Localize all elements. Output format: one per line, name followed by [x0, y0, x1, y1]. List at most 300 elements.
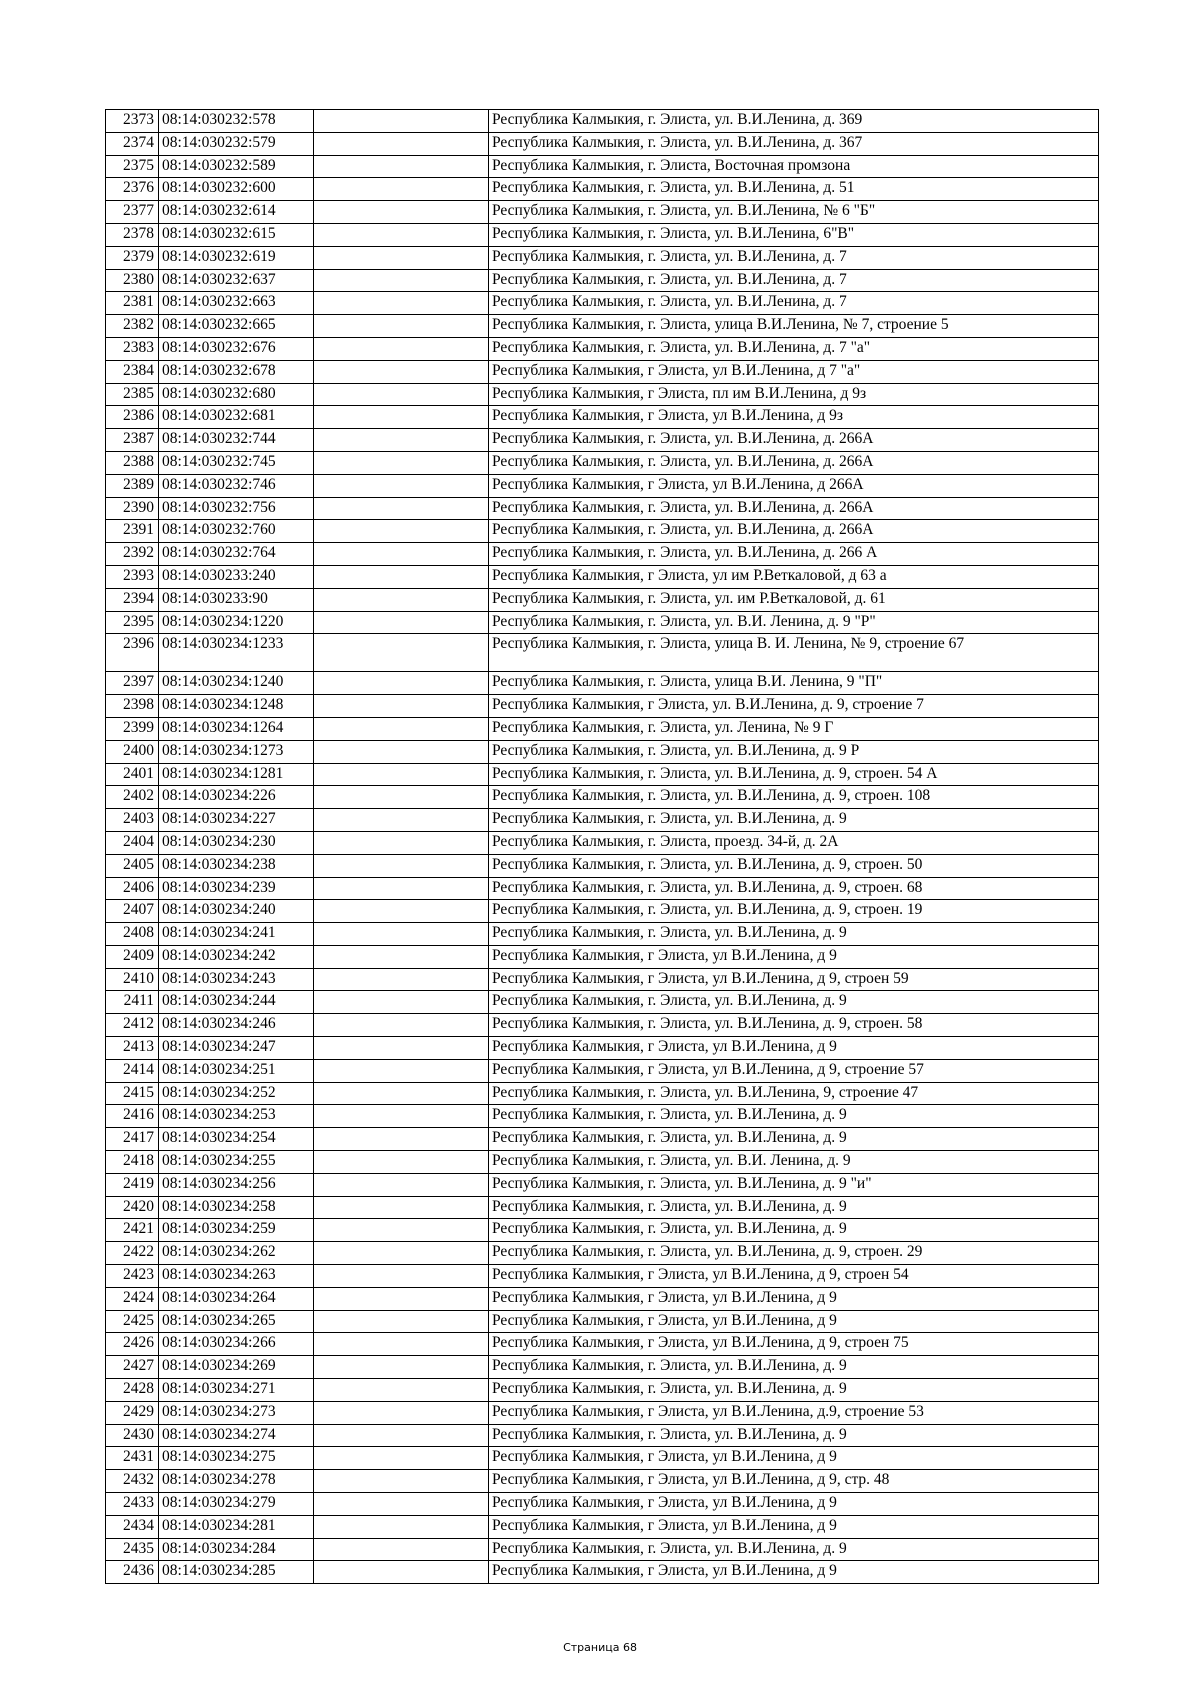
cadastral-number-cell: 08:14:030234:285 [159, 1561, 314, 1584]
table-row [106, 1310, 1099, 1333]
table-row [106, 497, 1099, 520]
cadastral-number-cell: 08:14:030234:227 [159, 809, 314, 832]
table-row [106, 1287, 1099, 1310]
table-row [106, 1173, 1099, 1196]
row-number-cell: 2394 [106, 588, 159, 611]
row-number-cell: 2397 [106, 672, 159, 695]
empty-cell [314, 543, 489, 566]
address-cell: Республика Калмыкия, г Элиста, ул им Р.Веткаловой, д 63 а [489, 565, 1099, 588]
empty-cell [314, 337, 489, 360]
cadastral-number-cell: 08:14:030232:637 [159, 269, 314, 292]
row-number-cell: 2378 [106, 223, 159, 246]
cadastral-number-cell: 08:14:030234:274 [159, 1424, 314, 1447]
address-cell: Республика Калмыкия, г. Элиста, ул. В.И.Ленина, д. 9, строен. 68 [489, 877, 1099, 900]
empty-cell [314, 429, 489, 452]
address-cell: Республика Калмыкия, г Элиста, ул В.И.Ленина, д 7 "а" [489, 360, 1099, 383]
address-cell: Республика Калмыкия, г Элиста, ул В.И.Ленина, д 9 [489, 1287, 1099, 1310]
table-row [106, 383, 1099, 406]
row-number-cell: 2375 [106, 155, 159, 178]
table-row [106, 1470, 1099, 1493]
empty-cell [314, 877, 489, 900]
cadastral-number-cell: 08:14:030234:254 [159, 1128, 314, 1151]
cadastral-number-cell: 08:14:030232:589 [159, 155, 314, 178]
cadastral-number-cell: 08:14:030234:253 [159, 1105, 314, 1128]
row-number-cell: 2419 [106, 1173, 159, 1196]
table-row [106, 1082, 1099, 1105]
row-number-cell: 2413 [106, 1037, 159, 1060]
cadastral-number-cell: 08:14:030234:271 [159, 1379, 314, 1402]
address-cell: Республика Калмыкия, г. Элиста, ул. В.И.Ленина, д. 9 [489, 1424, 1099, 1447]
row-number-cell: 2382 [106, 315, 159, 338]
empty-cell [314, 740, 489, 763]
address-cell: Республика Калмыкия, г. Элиста, улица В.И. Ленина, 9 "П" [489, 672, 1099, 695]
table-row [106, 246, 1099, 269]
cadastral-number-cell: 08:14:030233:240 [159, 565, 314, 588]
cadastral-number-cell: 08:14:030234:246 [159, 1014, 314, 1037]
row-number-cell: 2404 [106, 831, 159, 854]
empty-cell [314, 292, 489, 315]
cadastral-number-cell: 08:14:030234:1273 [159, 740, 314, 763]
row-number-cell: 2400 [106, 740, 159, 763]
empty-cell [314, 1470, 489, 1493]
address-cell: Республика Калмыкия, г. Элиста, ул. В.И.Ленина, д. 367 [489, 132, 1099, 155]
table-row [106, 991, 1099, 1014]
row-number-cell: 2428 [106, 1379, 159, 1402]
row-number-cell: 2431 [106, 1447, 159, 1470]
empty-cell [314, 474, 489, 497]
row-number-cell: 2385 [106, 383, 159, 406]
address-cell: Республика Калмыкия, г Элиста, пл им В.И.Ленина, д 9з [489, 383, 1099, 406]
table-row [106, 1424, 1099, 1447]
table-row [106, 1356, 1099, 1379]
cadastral-number-cell: 08:14:030234:244 [159, 991, 314, 1014]
address-cell: Республика Калмыкия, г. Элиста, ул. В.И.Ленина, д. 266 А [489, 543, 1099, 566]
cadastral-number-cell: 08:14:030234:269 [159, 1356, 314, 1379]
empty-cell [314, 451, 489, 474]
address-cell: Республика Калмыкия, г. Элиста, ул. В.И.Ленина, № 6 "Б" [489, 201, 1099, 224]
table-row [106, 132, 1099, 155]
address-cell: Республика Калмыкия, г. Элиста, улица В.И.Ленина, № 7, строение 5 [489, 315, 1099, 338]
table-row [106, 1561, 1099, 1584]
cadastral-number-cell: 08:14:030234:264 [159, 1287, 314, 1310]
row-number-cell: 2411 [106, 991, 159, 1014]
table-row [106, 223, 1099, 246]
table-row [106, 1447, 1099, 1470]
table-row [106, 315, 1099, 338]
row-number-cell: 2381 [106, 292, 159, 315]
empty-cell [314, 269, 489, 292]
empty-cell [314, 1515, 489, 1538]
table-row [106, 945, 1099, 968]
address-cell: Республика Калмыкия, г. Элиста, ул. В.И.Ленина, д. 9, строен. 50 [489, 854, 1099, 877]
cadastral-number-cell: 08:14:030234:239 [159, 877, 314, 900]
table-row [106, 1242, 1099, 1265]
table-row [106, 854, 1099, 877]
table-row [106, 1379, 1099, 1402]
row-number-cell: 2384 [106, 360, 159, 383]
address-cell: Республика Калмыкия, г. Элиста, ул. Ленина, № 9 Г [489, 717, 1099, 740]
table-row [106, 1014, 1099, 1037]
empty-cell [314, 1424, 489, 1447]
address-cell: Республика Калмыкия, г. Элиста, ул. В.И.Ленина, 6"В" [489, 223, 1099, 246]
address-cell: Республика Калмыкия, г Элиста, ул В.И.Ленина, д 9з [489, 406, 1099, 429]
cadastral-number-cell: 08:14:030232:744 [159, 429, 314, 452]
registry-table [105, 109, 1099, 1584]
empty-cell [314, 968, 489, 991]
cadastral-number-cell: 08:14:030234:263 [159, 1265, 314, 1288]
cadastral-number-cell: 08:14:030234:251 [159, 1059, 314, 1082]
empty-cell [314, 854, 489, 877]
empty-cell [314, 497, 489, 520]
table-row [106, 406, 1099, 429]
cadastral-number-cell: 08:14:030234:284 [159, 1538, 314, 1561]
empty-cell [314, 672, 489, 695]
row-number-cell: 2420 [106, 1196, 159, 1219]
cadastral-number-cell: 08:14:030232:681 [159, 406, 314, 429]
table-row [106, 1128, 1099, 1151]
table-row [106, 740, 1099, 763]
empty-cell [314, 1310, 489, 1333]
cadastral-number-cell: 08:14:030232:663 [159, 292, 314, 315]
row-number-cell: 2405 [106, 854, 159, 877]
page-number: Страница 68 [563, 1641, 637, 1654]
row-number-cell: 2401 [106, 763, 159, 786]
cadastral-number-cell: 08:14:030232:665 [159, 315, 314, 338]
address-cell: Республика Калмыкия, г. Элиста, ул. В.И.Ленина, д. 7 "а" [489, 337, 1099, 360]
row-number-cell: 2417 [106, 1128, 159, 1151]
empty-cell [314, 1538, 489, 1561]
table-row [106, 900, 1099, 923]
cadastral-number-cell: 08:14:030234:242 [159, 945, 314, 968]
cadastral-number-cell: 08:14:030232:760 [159, 520, 314, 543]
table-row [106, 877, 1099, 900]
cadastral-number-cell: 08:14:030232:578 [159, 110, 314, 133]
row-number-cell: 2374 [106, 132, 159, 155]
row-number-cell: 2410 [106, 968, 159, 991]
empty-cell [314, 634, 489, 672]
cadastral-number-cell: 08:14:030234:226 [159, 786, 314, 809]
empty-cell [314, 383, 489, 406]
empty-cell [314, 763, 489, 786]
address-cell: Республика Калмыкия, г. Элиста, Восточная промзона [489, 155, 1099, 178]
cadastral-number-cell: 08:14:030232:676 [159, 337, 314, 360]
address-cell: Республика Калмыкия, г Элиста, ул В.И.Ленина, д 266А [489, 474, 1099, 497]
row-number-cell: 2391 [106, 520, 159, 543]
cadastral-number-cell: 08:14:030234:275 [159, 1447, 314, 1470]
row-number-cell: 2408 [106, 923, 159, 946]
empty-cell [314, 1493, 489, 1516]
table-row [106, 155, 1099, 178]
empty-cell [314, 406, 489, 429]
empty-cell [314, 1173, 489, 1196]
address-cell: Республика Калмыкия, г. Элиста, ул. В.И.Ленина, д. 9 [489, 1196, 1099, 1219]
empty-cell [314, 132, 489, 155]
table-row [106, 588, 1099, 611]
table-row [106, 1037, 1099, 1060]
cadastral-number-cell: 08:14:030234:262 [159, 1242, 314, 1265]
address-cell: Республика Калмыкия, г. Элиста, ул. В.И.Ленина, д. 9 [489, 1379, 1099, 1402]
address-cell: Республика Калмыкия, г. Элиста, ул. В.И.Ленина, д. 266А [489, 429, 1099, 452]
empty-cell [314, 1196, 489, 1219]
cadastral-number-cell: 08:14:030234:273 [159, 1401, 314, 1424]
empty-cell [314, 991, 489, 1014]
cadastral-number-cell: 08:14:030232:579 [159, 132, 314, 155]
address-cell: Республика Калмыкия, г Элиста, ул В.И.Ленина, д 9 [489, 1310, 1099, 1333]
row-number-cell: 2418 [106, 1151, 159, 1174]
cadastral-number-cell: 08:14:030232:615 [159, 223, 314, 246]
empty-cell [314, 717, 489, 740]
table-row [106, 429, 1099, 452]
table-row [106, 672, 1099, 695]
row-number-cell: 2434 [106, 1515, 159, 1538]
empty-cell [314, 201, 489, 224]
address-cell: Республика Калмыкия, г Элиста, ул В.И.Ленина, д 9 [489, 945, 1099, 968]
address-cell: Республика Калмыкия, г. Элиста, ул. В.И.Ленина, д. 266А [489, 520, 1099, 543]
row-number-cell: 2429 [106, 1401, 159, 1424]
cadastral-number-cell: 08:14:030234:259 [159, 1219, 314, 1242]
table-row [106, 1401, 1099, 1424]
table-row [106, 1196, 1099, 1219]
empty-cell [314, 1447, 489, 1470]
row-number-cell: 2422 [106, 1242, 159, 1265]
address-cell: Республика Калмыкия, г. Элиста, ул. В.И.Ленина, д. 9, строен. 108 [489, 786, 1099, 809]
table-row [106, 565, 1099, 588]
row-number-cell: 2409 [106, 945, 159, 968]
address-cell: Республика Калмыкия, г. Элиста, ул. В.И.Ленина, д. 9 "и" [489, 1173, 1099, 1196]
row-number-cell: 2435 [106, 1538, 159, 1561]
address-cell: Республика Калмыкия, г. Элиста, ул. им Р.Веткаловой, д. 61 [489, 588, 1099, 611]
cadastral-number-cell: 08:14:030232:756 [159, 497, 314, 520]
empty-cell [314, 1333, 489, 1356]
table-row [106, 695, 1099, 718]
address-cell: Республика Калмыкия, г. Элиста, ул. В.И.Ленина, д. 7 [489, 269, 1099, 292]
row-number-cell: 2379 [106, 246, 159, 269]
empty-cell [314, 1265, 489, 1288]
empty-cell [314, 155, 489, 178]
cadastral-number-cell: 08:14:030232:619 [159, 246, 314, 269]
row-number-cell: 2416 [106, 1105, 159, 1128]
empty-cell [314, 900, 489, 923]
address-cell: Республика Калмыкия, г. Элиста, ул. В.И.Ленина, д. 9 [489, 1219, 1099, 1242]
table-row [106, 1538, 1099, 1561]
empty-cell [314, 1151, 489, 1174]
table-row [106, 543, 1099, 566]
row-number-cell: 2398 [106, 695, 159, 718]
address-cell: Республика Калмыкия, г Элиста, ул В.И.Ленина, д 9 [489, 1037, 1099, 1060]
address-cell: Республика Калмыкия, г. Элиста, ул. В.И.Ленина, д. 7 [489, 292, 1099, 315]
table-row [106, 178, 1099, 201]
row-number-cell: 2396 [106, 634, 159, 672]
empty-cell [314, 1082, 489, 1105]
address-cell: Республика Калмыкия, г. Элиста, ул. В.И. Ленина, д. 9 "Р" [489, 611, 1099, 634]
row-number-cell: 2373 [106, 110, 159, 133]
table-row [106, 1151, 1099, 1174]
address-cell: Республика Калмыкия, г. Элиста, проезд. 34-й, д. 2А [489, 831, 1099, 854]
cadastral-number-cell: 08:14:030234:1248 [159, 695, 314, 718]
empty-cell [314, 695, 489, 718]
row-number-cell: 2390 [106, 497, 159, 520]
address-cell: Республика Калмыкия, г Элиста, ул В.И.Ленина, д 9, стр. 48 [489, 1470, 1099, 1493]
row-number-cell: 2377 [106, 201, 159, 224]
cadastral-number-cell: 08:14:030234:240 [159, 900, 314, 923]
address-cell: Республика Калмыкия, г Элиста, ул В.И.Ленина, д 9, строение 57 [489, 1059, 1099, 1082]
table-row [106, 451, 1099, 474]
empty-cell [314, 923, 489, 946]
table-row [106, 634, 1099, 672]
cadastral-number-cell: 08:14:030234:230 [159, 831, 314, 854]
table-row [106, 269, 1099, 292]
address-cell: Республика Калмыкия, г. Элиста, ул. В.И.Ленина, д. 9, строен. 54 А [489, 763, 1099, 786]
cadastral-number-cell: 08:14:030234:256 [159, 1173, 314, 1196]
row-number-cell: 2403 [106, 809, 159, 832]
registry-table-body [106, 110, 1099, 1584]
address-cell: Республика Калмыкия, г. Элиста, ул. В.И. Ленина, д. 9 [489, 1151, 1099, 1174]
cadastral-number-cell: 08:14:030234:266 [159, 1333, 314, 1356]
row-number-cell: 2407 [106, 900, 159, 923]
empty-cell [314, 786, 489, 809]
cadastral-number-cell: 08:14:030234:1240 [159, 672, 314, 695]
table-row [106, 968, 1099, 991]
row-number-cell: 2380 [106, 269, 159, 292]
empty-cell [314, 110, 489, 133]
table-row [106, 1219, 1099, 1242]
cadastral-number-cell: 08:14:030232:764 [159, 543, 314, 566]
empty-cell [314, 1128, 489, 1151]
cadastral-number-cell: 08:14:030234:265 [159, 1310, 314, 1333]
address-cell: Республика Калмыкия, г. Элиста, ул. В.И.Ленина, д. 9 [489, 991, 1099, 1014]
address-cell: Республика Калмыкия, г. Элиста, ул. В.И.Ленина, д. 9 [489, 1356, 1099, 1379]
table-row [106, 201, 1099, 224]
table-row [106, 1515, 1099, 1538]
row-number-cell: 2388 [106, 451, 159, 474]
cadastral-number-cell: 08:14:030234:279 [159, 1493, 314, 1516]
empty-cell [314, 315, 489, 338]
address-cell: Республика Калмыкия, г. Элиста, ул. В.И.Ленина, д. 51 [489, 178, 1099, 201]
empty-cell [314, 246, 489, 269]
empty-cell [314, 831, 489, 854]
empty-cell [314, 1379, 489, 1402]
cadastral-number-cell: 08:14:030234:252 [159, 1082, 314, 1105]
table-row [106, 786, 1099, 809]
row-number-cell: 2402 [106, 786, 159, 809]
table-row [106, 1493, 1099, 1516]
address-cell: Республика Калмыкия, г Элиста, ул. В.И.Ленина, д. 9, строение 7 [489, 695, 1099, 718]
address-cell: Республика Калмыкия, г. Элиста, ул. В.И.Ленина, 9, строение 47 [489, 1082, 1099, 1105]
row-number-cell: 2376 [106, 178, 159, 201]
row-number-cell: 2387 [106, 429, 159, 452]
row-number-cell: 2433 [106, 1493, 159, 1516]
row-number-cell: 2427 [106, 1356, 159, 1379]
table-row [106, 1105, 1099, 1128]
table-row [106, 763, 1099, 786]
cadastral-number-cell: 08:14:030233:90 [159, 588, 314, 611]
address-cell: Республика Калмыкия, г Элиста, ул В.И.Ленина, д 9 [489, 1447, 1099, 1470]
empty-cell [314, 1014, 489, 1037]
row-number-cell: 2423 [106, 1265, 159, 1288]
address-cell: Республика Калмыкия, г Элиста, ул В.И.Ленина, д 9, строен 59 [489, 968, 1099, 991]
table-row [106, 1265, 1099, 1288]
row-number-cell: 2399 [106, 717, 159, 740]
row-number-cell: 2406 [106, 877, 159, 900]
empty-cell [314, 588, 489, 611]
table-row [106, 923, 1099, 946]
address-cell: Республика Калмыкия, г. Элиста, ул. В.И.Ленина, д. 9 [489, 1105, 1099, 1128]
cadastral-number-cell: 08:14:030232:600 [159, 178, 314, 201]
address-cell: Республика Калмыкия, г Элиста, ул В.И.Ленина, д.9, строение 53 [489, 1401, 1099, 1424]
row-number-cell: 2426 [106, 1333, 159, 1356]
row-number-cell: 2432 [106, 1470, 159, 1493]
cadastral-number-cell: 08:14:030234:281 [159, 1515, 314, 1538]
empty-cell [314, 1401, 489, 1424]
cadastral-number-cell: 08:14:030234:1220 [159, 611, 314, 634]
address-cell: Республика Калмыкия, г Элиста, ул В.И.Ленина, д 9 [489, 1493, 1099, 1516]
empty-cell [314, 1037, 489, 1060]
row-number-cell: 2392 [106, 543, 159, 566]
address-cell: Республика Калмыкия, г. Элиста, ул. В.И.Ленина, д. 7 [489, 246, 1099, 269]
empty-cell [314, 360, 489, 383]
row-number-cell: 2383 [106, 337, 159, 360]
empty-cell [314, 1105, 489, 1128]
row-number-cell: 2430 [106, 1424, 159, 1447]
cadastral-number-cell: 08:14:030232:678 [159, 360, 314, 383]
empty-cell [314, 520, 489, 543]
cadastral-number-cell: 08:14:030234:241 [159, 923, 314, 946]
table-row [106, 337, 1099, 360]
cadastral-number-cell: 08:14:030234:258 [159, 1196, 314, 1219]
row-number-cell: 2436 [106, 1561, 159, 1584]
table-row [106, 360, 1099, 383]
table-row [106, 717, 1099, 740]
row-number-cell: 2412 [106, 1014, 159, 1037]
cadastral-number-cell: 08:14:030232:680 [159, 383, 314, 406]
address-cell: Республика Калмыкия, г Элиста, ул В.И.Ленина, д 9, строен 75 [489, 1333, 1099, 1356]
address-cell: Республика Калмыкия, г. Элиста, ул. В.И.Ленина, д. 9 [489, 1538, 1099, 1561]
address-cell: Республика Калмыкия, г. Элиста, ул. В.И.Ленина, д. 9 [489, 1128, 1099, 1151]
address-cell: Республика Калмыкия, г. Элиста, улица В. И. Ленина, № 9, строение 67 [489, 634, 1099, 672]
address-cell: Республика Калмыкия, г Элиста, ул В.И.Ленина, д 9 [489, 1561, 1099, 1584]
cadastral-number-cell: 08:14:030234:255 [159, 1151, 314, 1174]
cadastral-number-cell: 08:14:030232:745 [159, 451, 314, 474]
row-number-cell: 2395 [106, 611, 159, 634]
empty-cell [314, 809, 489, 832]
table-row [106, 474, 1099, 497]
address-cell: Республика Калмыкия, г. Элиста, ул. В.И.Ленина, д. 9, строен. 29 [489, 1242, 1099, 1265]
empty-cell [314, 178, 489, 201]
empty-cell [314, 1561, 489, 1584]
address-cell: Республика Калмыкия, г. Элиста, ул. В.И.Ленина, д. 9 [489, 809, 1099, 832]
cadastral-number-cell: 08:14:030234:1281 [159, 763, 314, 786]
empty-cell [314, 1219, 489, 1242]
row-number-cell: 2393 [106, 565, 159, 588]
empty-cell [314, 1287, 489, 1310]
cadastral-number-cell: 08:14:030234:1264 [159, 717, 314, 740]
table-row [106, 1333, 1099, 1356]
cadastral-number-cell: 08:14:030232:614 [159, 201, 314, 224]
empty-cell [314, 1242, 489, 1265]
empty-cell [314, 945, 489, 968]
cadastral-number-cell: 08:14:030234:243 [159, 968, 314, 991]
address-cell: Республика Калмыкия, г Элиста, ул В.И.Ленина, д 9, строен 54 [489, 1265, 1099, 1288]
address-cell: Республика Калмыкия, г. Элиста, ул. В.И.Ленина, д. 9, строен. 58 [489, 1014, 1099, 1037]
address-cell: Республика Калмыкия, г. Элиста, ул. В.И.Ленина, д. 266А [489, 451, 1099, 474]
row-number-cell: 2421 [106, 1219, 159, 1242]
row-number-cell: 2389 [106, 474, 159, 497]
cadastral-number-cell: 08:14:030234:1233 [159, 634, 314, 672]
table-row [106, 611, 1099, 634]
address-cell: Республика Калмыкия, г. Элиста, ул. В.И.Ленина, д. 9 [489, 923, 1099, 946]
table-row [106, 292, 1099, 315]
row-number-cell: 2415 [106, 1082, 159, 1105]
